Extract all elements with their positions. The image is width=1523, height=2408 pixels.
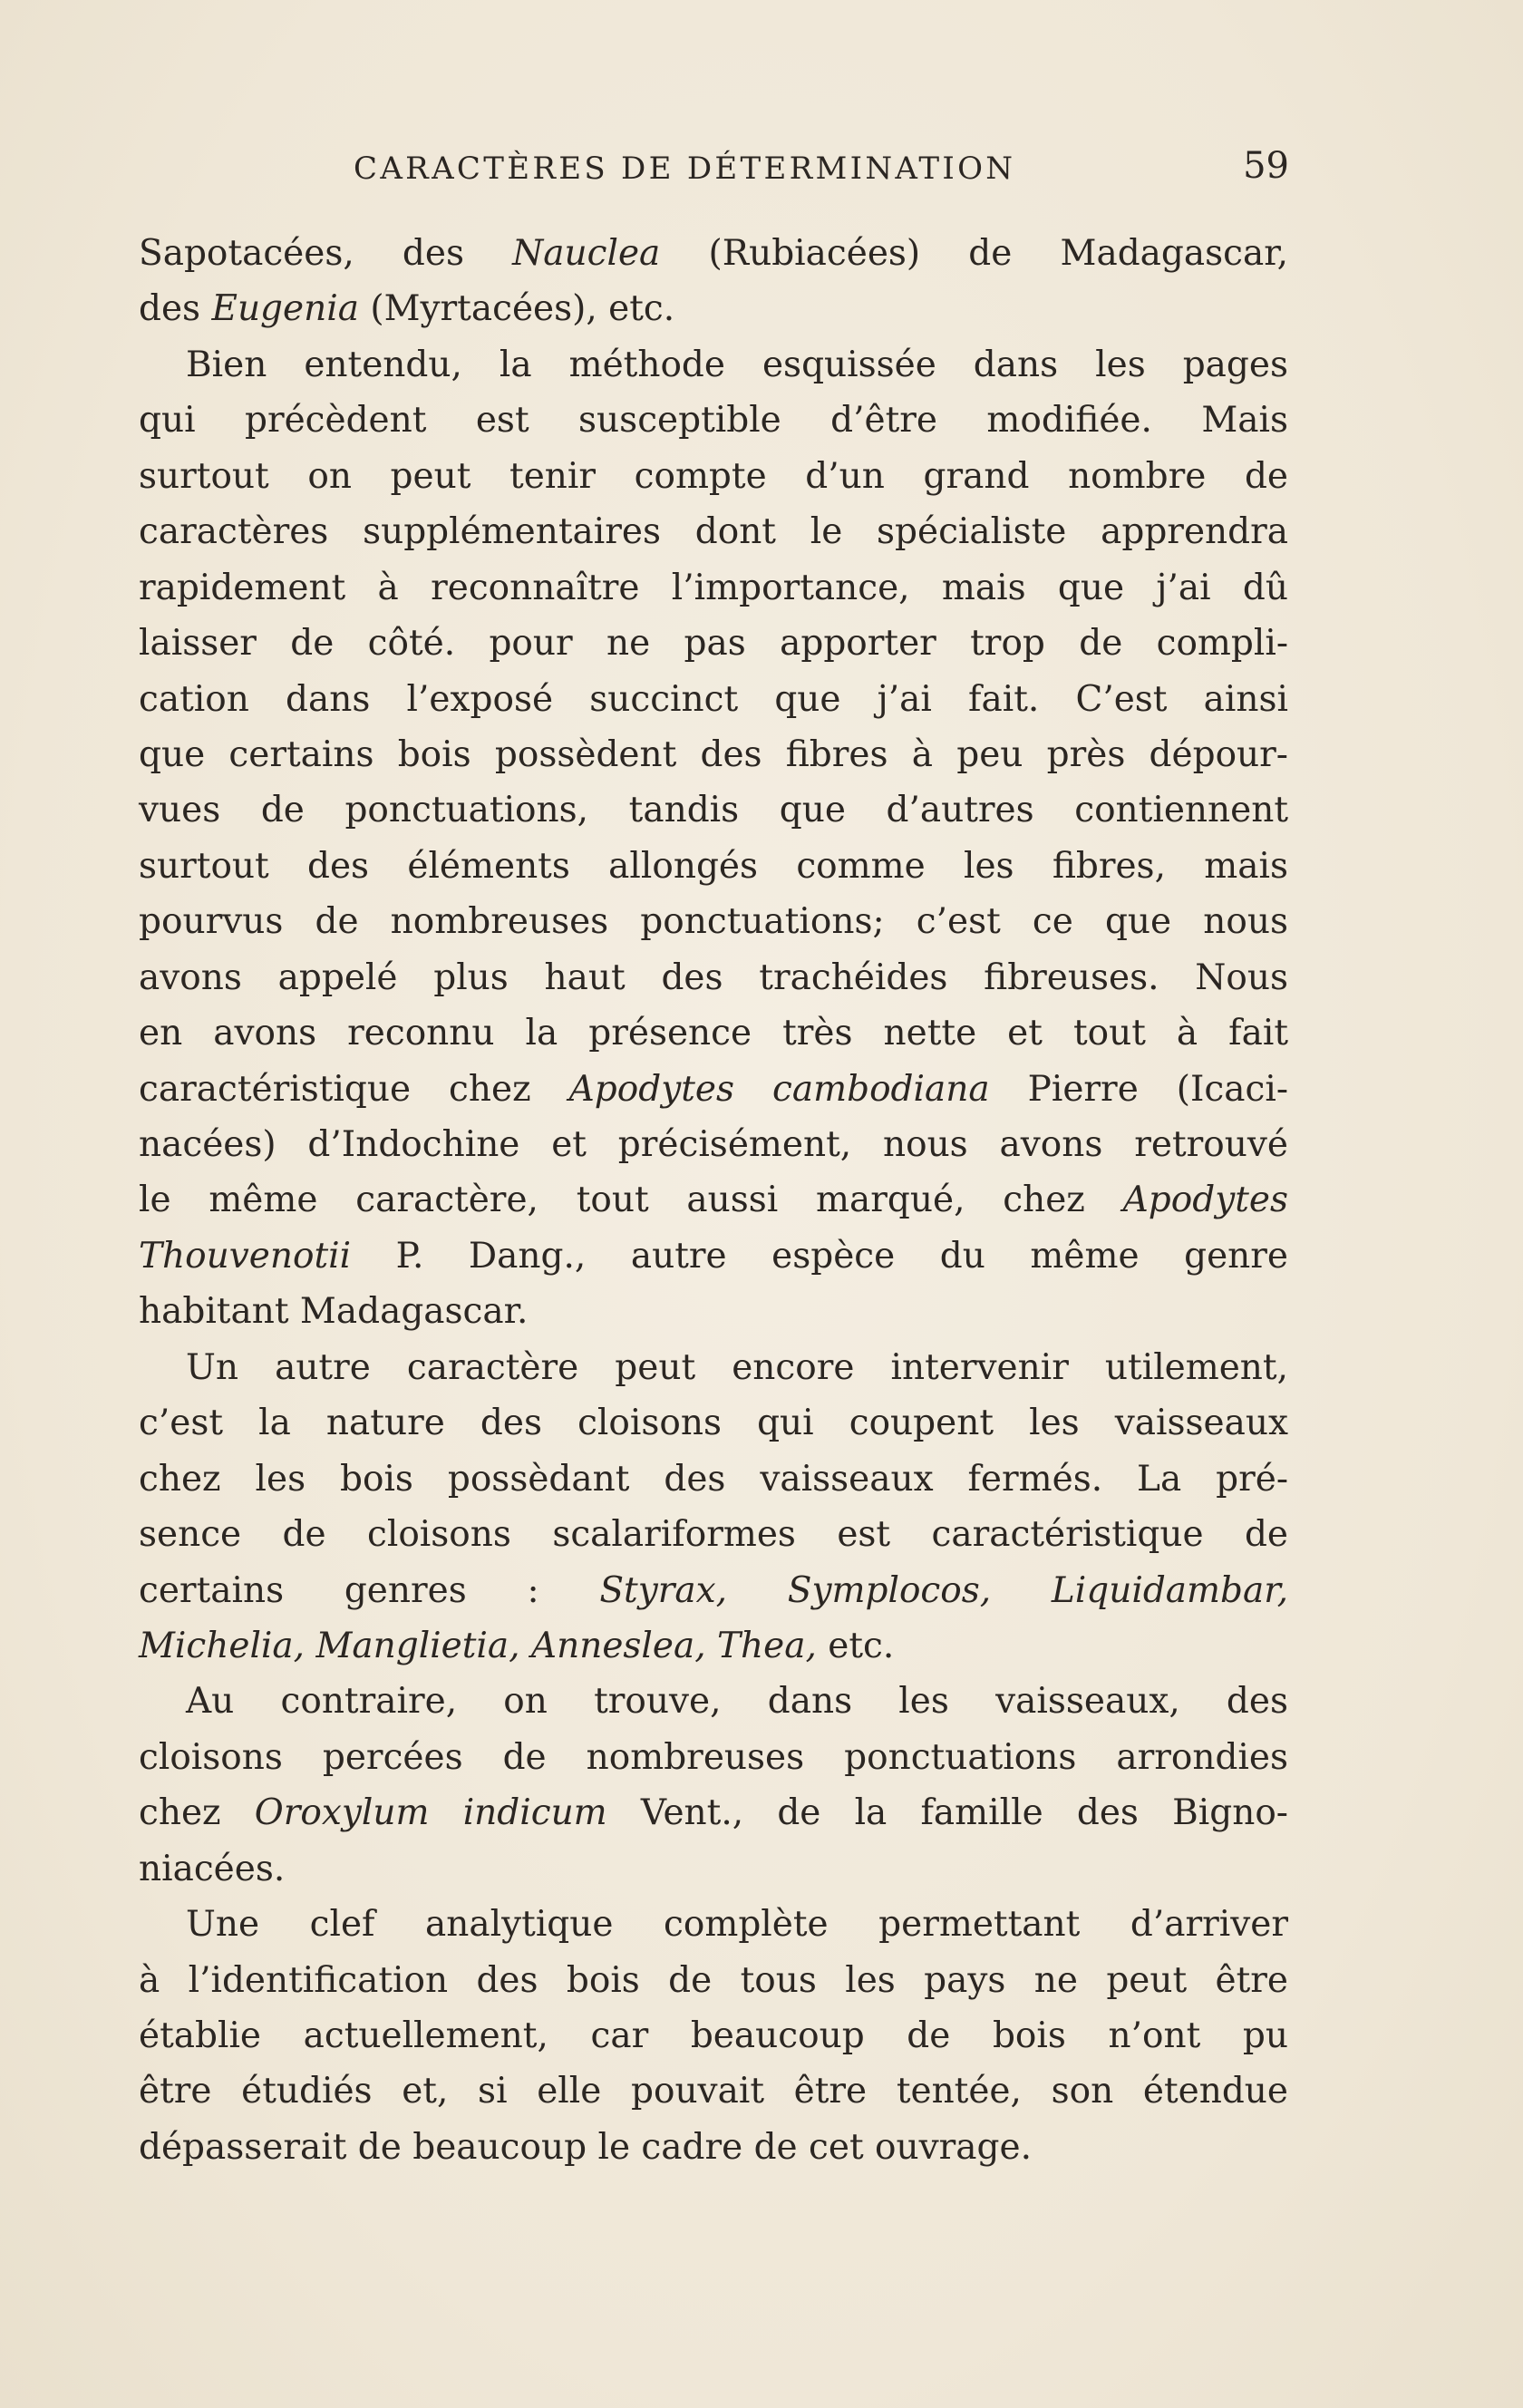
text-span: Pierre (Icaci- <box>989 1068 1288 1110</box>
text-line-23: chez les bois possèdant des vaisseaux fermés. La pré- <box>139 1458 1288 1500</box>
text-line-9: cation dans l’exposé succinct que j’ai fait. C’est ainsi <box>139 678 1288 720</box>
text-line-1 <box>139 226 1288 281</box>
text-line-33: établie actuellement, car beaucoup de bois n’ont pu <box>139 2015 1288 2056</box>
text-line-28: cloisons percées de nombreuses ponctuations arrondies <box>139 1736 1288 1778</box>
text-line-24: sence de cloisons scalariformes est caractéristique de <box>139 1514 1288 1556</box>
text-line-5: surtout on peut tenir compte d’un grand nombre de <box>139 455 1288 497</box>
text-line-32: à l’identification des bois de tous les pays ne peut être <box>139 1959 1288 2001</box>
text-span: P. Dang., autre espèce du même genre <box>351 1235 1288 1277</box>
text-line-19 <box>139 1228 1288 1284</box>
text-span: chez <box>139 1792 255 1834</box>
text-span: certains genres : <box>139 1569 600 1611</box>
taxon-name: Thouvenotii <box>139 1235 352 1277</box>
text-line-10: que certains bois possèdent des fibres à peu près dépour- <box>139 733 1288 775</box>
text-line-14: avons appelé plus haut des trachéides fibreuses. Nous <box>139 956 1288 998</box>
text-line-18 <box>139 1172 1288 1228</box>
text-line-26 <box>139 1618 1288 1674</box>
text-line-12: surtout des éléments allongés comme les fibres, mais <box>139 845 1288 887</box>
text-line-27: Au contraire, on trouve, dans les vaisseaux, des <box>186 1681 1288 1723</box>
text-line-15: en avons reconnu la présence très nette et tout à fait <box>139 1013 1288 1054</box>
taxon-name: Apodytes cambodiana <box>568 1068 990 1110</box>
text-line-4: qui précèdent est susceptible d’être modifiée. Mais <box>139 400 1288 442</box>
text-line-21: Un autre caractère peut encore intervenir utilement, <box>186 1346 1288 1388</box>
text-span: le même caractère, tout aussi marqué, chez <box>139 1180 1123 1221</box>
text-line-31: Une clef analytique complète permettant d’arriver <box>186 1904 1288 1946</box>
taxon-names: Styrax, Symplocos, Liquidambar, <box>599 1569 1289 1611</box>
text-span: des <box>139 288 212 330</box>
taxon-name: Apodytes <box>1122 1180 1288 1221</box>
text-line-29 <box>139 1785 1288 1840</box>
text-line-13: pourvus de nombreuses ponctuations; c’est ce que nous <box>139 901 1288 943</box>
taxon-name: Nauclea <box>512 233 661 274</box>
page-number: 59 <box>1243 145 1289 187</box>
text-span: (Rubiacées) de Madagascar, <box>660 233 1288 274</box>
text-line-22: c’est la nature des cloisons qui coupent les vaisseaux <box>139 1403 1288 1444</box>
taxon-name: Oroxylum indicum <box>254 1792 607 1834</box>
text-span: etc. <box>816 1625 895 1666</box>
text-span: (Myrtacées), etc. <box>358 288 675 330</box>
text-line-17: nacées) d’Indochine et précisément, nous avons retrouvé <box>139 1124 1288 1165</box>
taxon-name: Eugenia <box>211 288 359 330</box>
text-span: caractéristique chez <box>139 1068 569 1110</box>
text-line-20: habitant Madagascar. <box>139 1291 529 1333</box>
text-span: Sapotacées, des <box>139 233 513 274</box>
running-title: CARACTÈRES DE DÉTERMINATION <box>354 150 1016 187</box>
body-text <box>139 226 1288 2175</box>
text-line-2 <box>139 281 1288 336</box>
text-line-8: laisser de côté. pour ne pas apporter trop de compli- <box>139 623 1288 665</box>
text-line-35: dépasserait de beaucoup le cadre de cet ouvrage. <box>139 2126 1032 2168</box>
text-span: Vent., de la famille des Bigno- <box>606 1792 1288 1834</box>
running-head <box>136 143 1289 198</box>
text-line-34: être étudiés et, si elle pouvait être tentée, son étendue <box>139 2071 1288 2112</box>
text-line-16 <box>139 1062 1288 1117</box>
text-line-25 <box>139 1563 1288 1618</box>
text-line-3: Bien entendu, la méthode esquissée dans les pages <box>186 344 1288 385</box>
text-line-30: niacées. <box>139 1848 286 1889</box>
text-line-7: rapidement à reconnaître l’importance, mais que j’ai dû <box>139 567 1288 608</box>
text-line-11: vues de ponctuations, tandis que d’autres contiennent <box>139 790 1288 831</box>
taxon-names: Michelia, Manglietia, Anneslea, Thea, <box>139 1625 817 1666</box>
text-line-6: caractères supplémentaires dont le spécialiste apprendra <box>139 511 1288 553</box>
